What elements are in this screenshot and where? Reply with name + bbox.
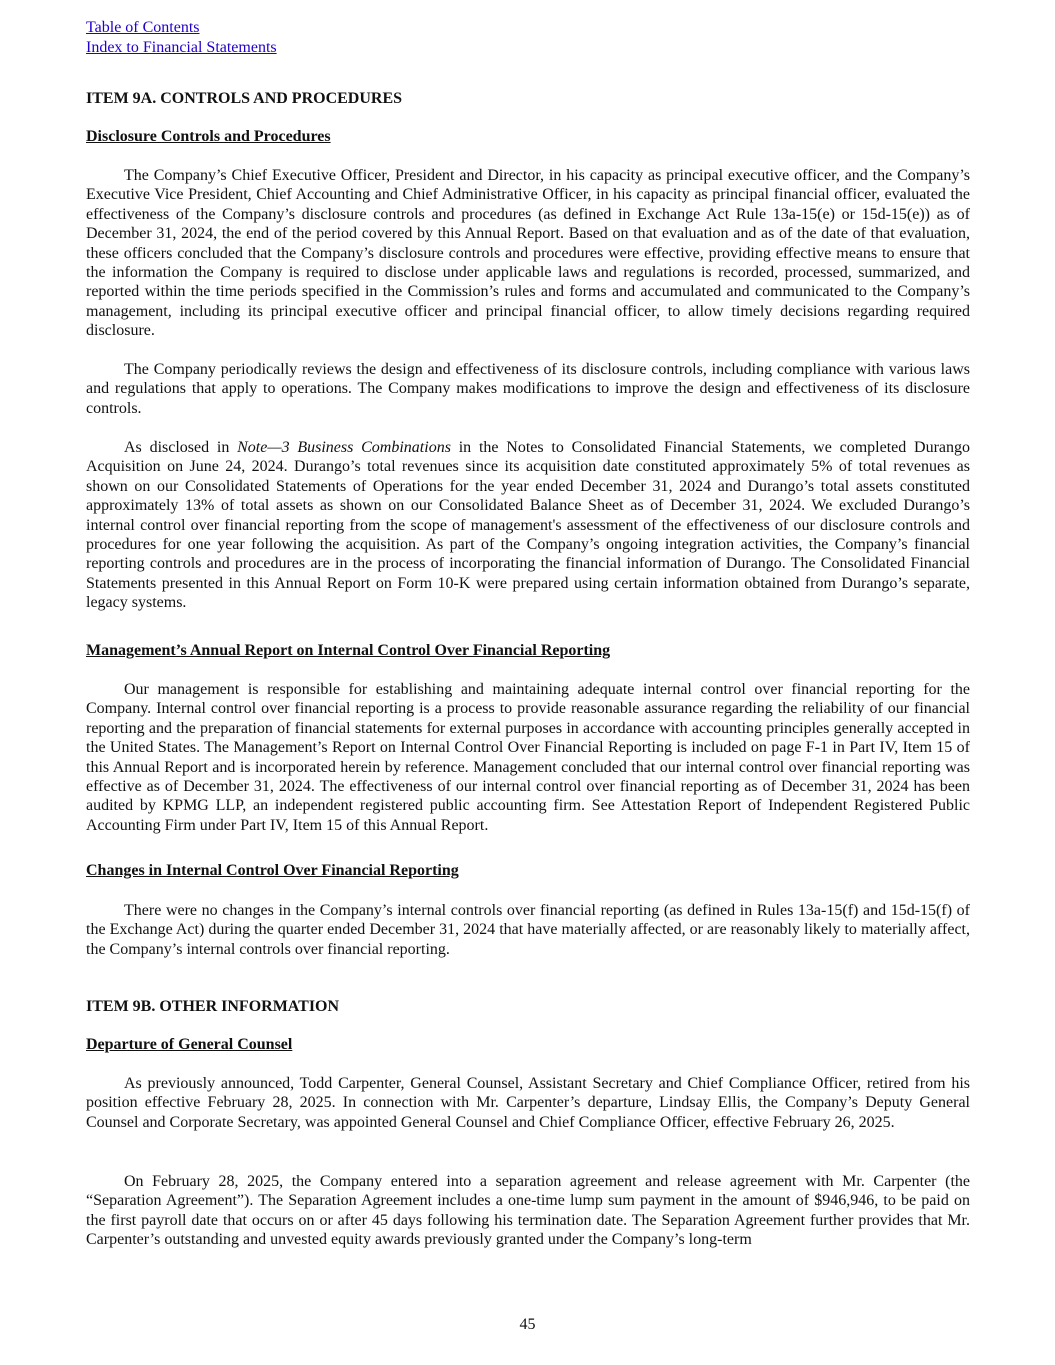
item-9b-title: ITEM 9B. OTHER INFORMATION xyxy=(86,998,340,1015)
document-page xyxy=(86,18,971,1249)
departure-paragraph-2: On February 28, 2025, the Company entered into a separation agreement and release agreement with Mr. Carpenter (the “Separation Agreement”). The Separation Agreement includes a one-time lump sum payment in the amount of $946,946, to be paid on the first payroll date that occurs on or after 45 days following his termination date. The Separation Agreement further provides that Mr. Carpenter’s outstanding and unvested equity awards previously granted under the Company’s long-term xyxy=(86,1173,970,1249)
item-9a-title: ITEM 9A. CONTROLS AND PROCEDURES xyxy=(86,90,403,107)
changes-paragraph: There were no changes in the Company’s internal controls over financial reporting (as defined in Rules 13a-15(f) and 15d-15(f) of the Exchange Act) during the quarter ended December 31, 2024 that have materially affected, or are reasonably likely to materially affect, the Company’s internal controls over financial reporting. xyxy=(86,902,970,958)
index-to-financial-statements-link[interactable]: Index to Financial Statements xyxy=(86,39,277,56)
departure-heading: Departure of General Counsel xyxy=(86,1036,293,1053)
disclosure-paragraph-2: The Company periodically reviews the design and effectiveness of its disclosure controls, including compliance with various laws and regulations that apply to operations. The Company makes modifications to improve the design and effectiveness of its disclosure controls. xyxy=(86,361,970,417)
disclosure-paragraph-3: As disclosed in Note—3 Business Combinations in the Notes to Consolidated Financial Statements, we completed Durango Acquisition on June 24, 2024. Durango’s total revenues since its acquisition date constituted approximately 5% of total revenues as shown on our Consolidated Statements of Operations for the year ended December 31, 2024 and Durango’s total assets constituted approximately 13% of total assets as shown on our Consolidated Balance Sheet as of December 31, 2024. We excluded Durango’s internal control over financial reporting from the scope of management's assessment of the effectiveness of our disclosure controls and procedures for one year following the acquisition. As part of the Company’s ongoing integration activities, the Company’s financial reporting controls and procedures are in the process of incorporating the financial information of Durango. The Consolidated Financial Statements presented in this Annual Report on Form 10-K were prepared using certain information obtained from Durango’s separate, legacy systems. xyxy=(86,439,971,612)
disclosure-paragraph-1: The Company’s Chief Executive Officer, President and Director, in his capacity as principal executive officer, and the Company’s Executive Vice President, Chief Accounting and Chief Administrative Officer, in his capacity as principal financial officer, evaluated the effectiveness of the Company’s disclosure controls and procedures (as defined in Exchange Act Rule 13a-15(e) or 15d-15(e)) as of December 31, 2024, the end of the period covered by this Annual Report. Based on that evaluation and as of the date of that evaluation, these officers concluded that the Company’s disclosure controls and procedures were effective, providing effective means to ensure that the information the Company is required to disclose under applicable laws and regulations is recorded, processed, summarized, and reported within the time periods specified in the Commission’s rules and forms and accumulated and communicated to the Company’s management, including its principal executive officer and principal financial officer, to allow timely decisions regarding required disclosure. xyxy=(86,167,970,340)
departure-paragraph-1: As previously announced, Todd Carpenter, General Counsel, Assistant Secretary and Chief Compliance Officer, retired from his position effective February 28, 2025. In connection with Mr. Carpenter’s departure, Lindsay Ellis, the Company’s Deputy General Counsel and Corporate Secretary, was appointed General Counsel and Chief Compliance Officer, effective February 26, 2025. xyxy=(86,1075,970,1131)
page-number: 45 xyxy=(519,1316,536,1333)
management-report-paragraph: Our management is responsible for establishing and maintaining adequate internal control over financial reporting for the Company. Internal control over financial reporting is a process to provide reasonable assurance regarding the reliability of our financial reporting and the preparation of financial statements for external purposes in accordance with accounting principles generally accepted in the United States. The Management’s Report on Internal Control Over Financial Reporting is included on page F-1 in Part IV, Item 15 of this Annual Report and is incorporated herein by reference. Management concluded that our internal control over financial reporting was effective as of December 31, 2024. The effectiveness of our internal control over financial reporting as of December 31, 2024 has been audited by KPMG LLP, an independent registered public accounting firm. See Attestation Report of Independent Registered Public Accounting Firm under Part IV, Item 15 of this Annual Report. xyxy=(86,681,970,834)
table-of-contents-link[interactable]: Table of Contents xyxy=(86,19,200,36)
note-reference: Note—3 Business Combinations xyxy=(237,439,451,456)
management-report-heading: Management’s Annual Report on Internal Control Over Financial Reporting xyxy=(86,642,611,659)
changes-heading: Changes in Internal Control Over Financial Reporting xyxy=(86,862,459,879)
disclosure-controls-heading: Disclosure Controls and Procedures xyxy=(86,128,331,145)
